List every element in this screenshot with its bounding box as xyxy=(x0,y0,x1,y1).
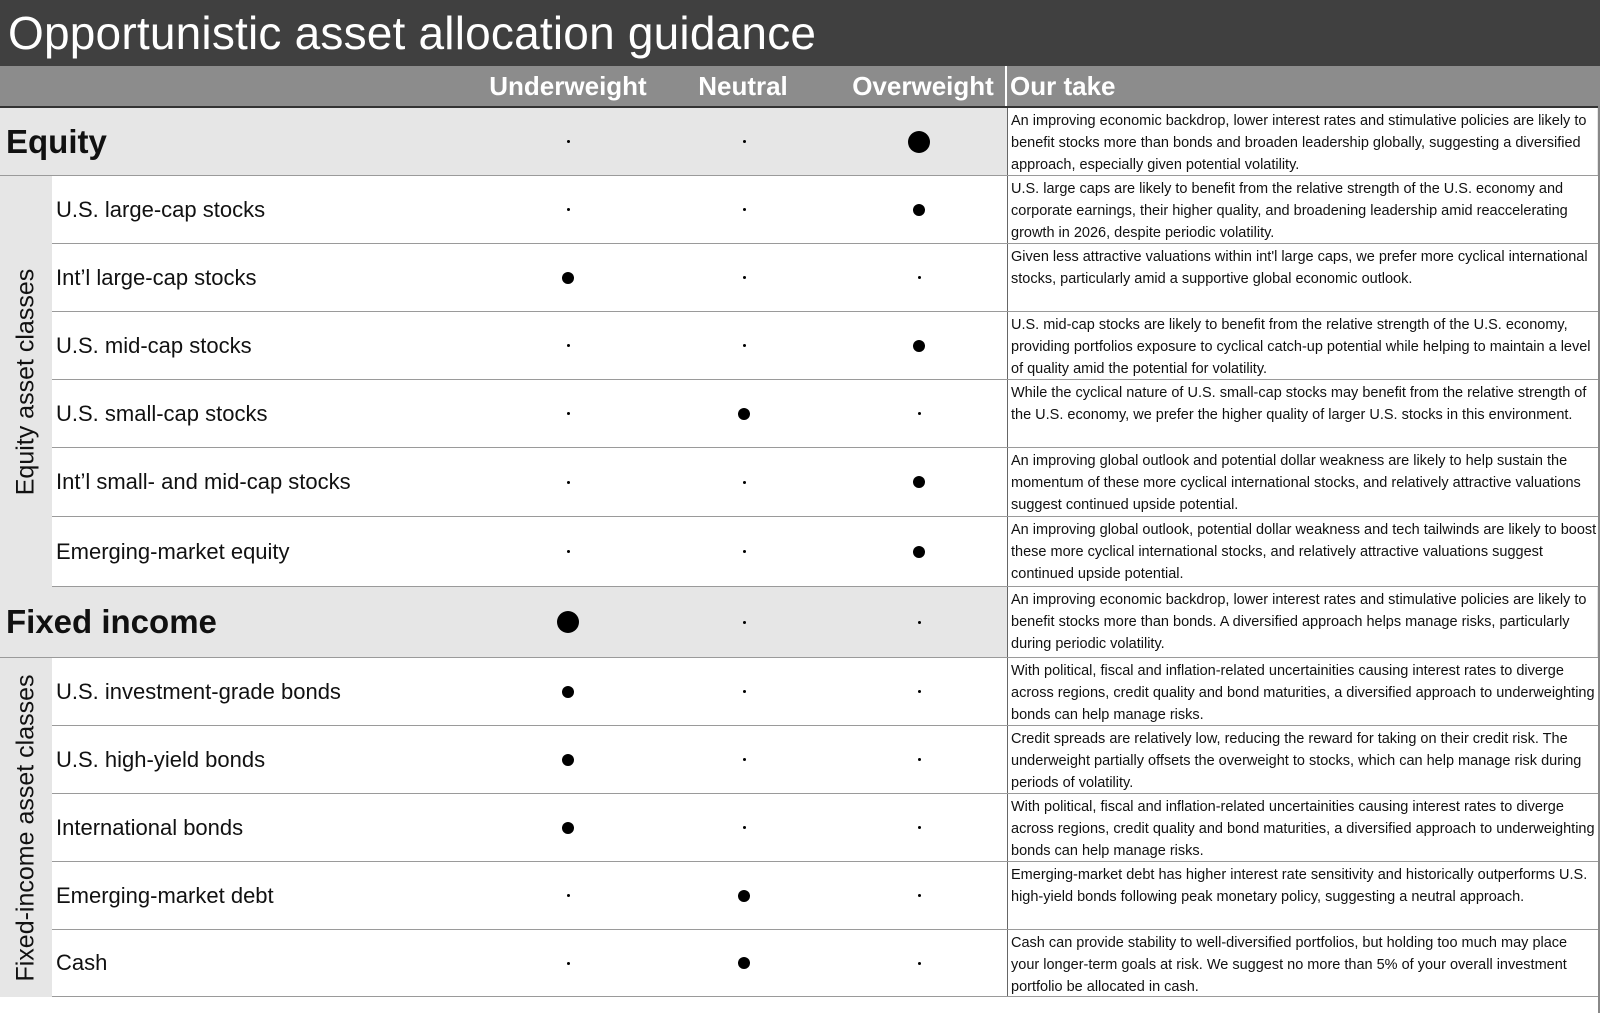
underweight-cell xyxy=(538,448,598,516)
neutral-cell xyxy=(714,794,774,861)
unselected-weight-dot xyxy=(567,412,570,415)
selected-weight-dot xyxy=(908,131,930,153)
header-underweight: Underweight xyxy=(489,71,647,101)
underweight-cell xyxy=(538,658,598,725)
table-row xyxy=(0,587,1600,658)
table-row xyxy=(52,862,1600,930)
table-row xyxy=(52,448,1600,517)
our-take-text: While the cyclical nature of U.S. small-cap stocks may benefit from the relative strength of the U.S. economy, we prefer the higher quality of larger U.S. stocks in this environment. xyxy=(1007,380,1597,447)
unselected-weight-dot xyxy=(918,621,921,624)
neutral-cell xyxy=(714,587,774,657)
overweight-cell xyxy=(889,726,949,793)
asset-class-label: Int’l large-cap stocks xyxy=(56,264,257,290)
table-row xyxy=(52,176,1600,244)
unselected-weight-dot xyxy=(918,826,921,829)
our-take-text: Cash can provide stability to well-diversified portfolios, but holding too much may place your longer-term goals at risk. We suggest no more than 5% of your overall investment portfolio be allocated in cash. xyxy=(1007,930,1597,996)
table-row xyxy=(52,312,1600,380)
underweight-cell xyxy=(538,380,598,447)
unselected-weight-dot xyxy=(567,550,570,553)
unselected-weight-dot xyxy=(567,344,570,347)
neutral-cell xyxy=(714,176,774,243)
table-row xyxy=(52,658,1600,726)
overweight-cell xyxy=(889,930,949,996)
unselected-weight-dot xyxy=(918,962,921,965)
asset-class-label: U.S. small-cap stocks xyxy=(56,400,268,426)
table-row xyxy=(52,726,1600,794)
overweight-cell xyxy=(889,517,949,586)
equity-group-strip xyxy=(0,176,52,587)
overweight-cell xyxy=(889,176,949,243)
unselected-weight-dot xyxy=(918,412,921,415)
equity-group-label: Equity asset classes xyxy=(11,268,40,495)
overweight-cell xyxy=(889,448,949,516)
neutral-cell xyxy=(714,658,774,725)
overweight-cell xyxy=(889,862,949,929)
unselected-weight-dot xyxy=(743,208,746,211)
unselected-weight-dot xyxy=(567,140,570,143)
table-row xyxy=(52,794,1600,862)
our-take-text: With political, fiscal and inflation-related uncertainities causing interest rates to diverge across regions, credit quality and bond maturities, a diversified approach to underweighting bonds can help manage risks. xyxy=(1007,794,1597,861)
asset-class-label: U.S. mid-cap stocks xyxy=(56,332,252,358)
neutral-cell xyxy=(714,448,774,516)
fixed-income-group-label: Fixed-income asset classes xyxy=(11,673,40,982)
table-row xyxy=(52,517,1600,587)
selected-weight-dot xyxy=(913,476,925,488)
unselected-weight-dot xyxy=(567,208,570,211)
unselected-weight-dot xyxy=(918,758,921,761)
overweight-cell xyxy=(889,587,949,657)
overweight-cell xyxy=(889,794,949,861)
section-label: Equity xyxy=(6,122,107,160)
unselected-weight-dot xyxy=(743,481,746,484)
underweight-cell xyxy=(538,794,598,861)
overweight-cell xyxy=(889,108,949,175)
neutral-cell xyxy=(714,312,774,379)
underweight-cell xyxy=(538,108,598,175)
unselected-weight-dot xyxy=(918,690,921,693)
selected-weight-dot xyxy=(738,890,750,902)
our-take-text: An improving global outlook and potential dollar weakness are likely to help sustain the momentum of these more cyclical international stocks, and relatively attractive valuations suggest continued upside potential. xyxy=(1007,448,1597,516)
overweight-cell xyxy=(889,244,949,311)
header-divider xyxy=(1005,66,1007,106)
unselected-weight-dot xyxy=(567,481,570,484)
underweight-cell xyxy=(538,726,598,793)
fixed-income-group-strip xyxy=(0,658,52,997)
neutral-cell xyxy=(714,930,774,996)
underweight-cell xyxy=(538,587,598,657)
neutral-cell xyxy=(714,726,774,793)
selected-weight-dot xyxy=(913,340,925,352)
table-row xyxy=(52,380,1600,448)
table-row xyxy=(0,108,1600,176)
header-neutral: Neutral xyxy=(698,71,788,101)
header-overweight: Overweight xyxy=(852,71,994,101)
table-row xyxy=(52,930,1600,997)
unselected-weight-dot xyxy=(918,276,921,279)
selected-weight-dot xyxy=(562,272,574,284)
our-take-text: Emerging-market debt has higher interest rate sensitivity and historically outperforms U.S. high-yield bonds following peak monetary policy, suggesting a neutral approach. xyxy=(1007,862,1597,929)
neutral-cell xyxy=(714,108,774,175)
asset-class-label: U.S. investment-grade bonds xyxy=(56,678,341,704)
asset-class-label: U.S. high-yield bonds xyxy=(56,746,266,772)
our-take-text: Credit spreads are relatively low, reducing the reward for taking on their credit risk. The underweight partially offsets the overweight to stocks, which can help manage risk during periods of volatility. xyxy=(1007,726,1597,793)
our-take-text: U.S. large caps are likely to benefit from the relative strength of the U.S. economy and corporate earnings, their higher quality, and broadening leadership amid reaccelerating growth in 2026, despite periodic volatility. xyxy=(1007,176,1597,243)
overweight-cell xyxy=(889,658,949,725)
overweight-cell xyxy=(889,312,949,379)
page-title: Opportunistic asset allocation guidance xyxy=(8,7,817,59)
unselected-weight-dot xyxy=(743,550,746,553)
title-bar xyxy=(0,0,1600,66)
selected-weight-dot xyxy=(562,686,574,698)
neutral-cell xyxy=(714,244,774,311)
underweight-cell xyxy=(538,244,598,311)
section-label: Fixed income xyxy=(6,603,217,640)
our-take-text: An improving economic backdrop, lower interest rates and stimulative policies are likely to benefit stocks more than bonds and broaden leadership globally, suggesting a diversified approach, especially given potential volatility. xyxy=(1007,108,1597,175)
underweight-cell xyxy=(538,862,598,929)
our-take-text: An improving global outlook, potential dollar weakness and tech tailwinds are likely to boost these more cyclical international stocks, and relatively attractive valuations suggest continued upside potential. xyxy=(1007,517,1597,586)
unselected-weight-dot xyxy=(743,621,746,624)
unselected-weight-dot xyxy=(743,140,746,143)
selected-weight-dot xyxy=(738,408,750,420)
header-our-take: Our take xyxy=(1010,71,1116,101)
asset-class-label: Cash xyxy=(56,950,108,975)
unselected-weight-dot xyxy=(743,344,746,347)
asset-class-label: U.S. large-cap stocks xyxy=(56,196,266,222)
neutral-cell xyxy=(714,380,774,447)
selected-weight-dot xyxy=(557,611,579,633)
table-row xyxy=(52,244,1600,312)
our-take-text: With political, fiscal and inflation-related uncertainities causing interest rates to diverge across regions, credit quality and bond maturities, a diversified approach to underweighting bonds can help manage risks. xyxy=(1007,658,1597,725)
unselected-weight-dot xyxy=(743,690,746,693)
our-take-text: Given less attractive valuations within int'l large caps, we prefer more cyclical international stocks, particularly amid a supportive global economic outlook. xyxy=(1007,244,1597,311)
our-take-text: An improving economic backdrop, lower interest rates and stimulative policies are likely to benefit stocks more than bonds. A diversified approach helps manage risks, particularly during periodic volatility. xyxy=(1007,587,1597,657)
unselected-weight-dot xyxy=(743,276,746,279)
unselected-weight-dot xyxy=(918,894,921,897)
overweight-cell xyxy=(889,380,949,447)
our-take-text: U.S. mid-cap stocks are likely to benefit from the relative strength of the U.S. economy, providing portfolios exposure to cyclical catch-up potential while helping to maintain a level of quality amid the potential for volatility. xyxy=(1007,312,1597,379)
asset-class-label: International bonds xyxy=(56,814,244,840)
neutral-cell xyxy=(714,862,774,929)
selected-weight-dot xyxy=(562,754,574,766)
selected-weight-dot xyxy=(738,957,750,969)
unselected-weight-dot xyxy=(567,962,570,965)
underweight-cell xyxy=(538,517,598,586)
asset-class-label: Emerging-market equity xyxy=(56,538,290,564)
unselected-weight-dot xyxy=(567,894,570,897)
neutral-cell xyxy=(714,517,774,586)
column-header-bar xyxy=(0,66,1600,108)
selected-weight-dot xyxy=(913,204,925,216)
asset-class-label: Int’l small- and mid-cap stocks xyxy=(56,469,351,494)
underweight-cell xyxy=(538,930,598,996)
underweight-cell xyxy=(538,176,598,243)
unselected-weight-dot xyxy=(743,758,746,761)
selected-weight-dot xyxy=(562,822,574,834)
underweight-cell xyxy=(538,312,598,379)
asset-class-label: Emerging-market debt xyxy=(56,882,274,908)
selected-weight-dot xyxy=(913,546,925,558)
unselected-weight-dot xyxy=(743,826,746,829)
